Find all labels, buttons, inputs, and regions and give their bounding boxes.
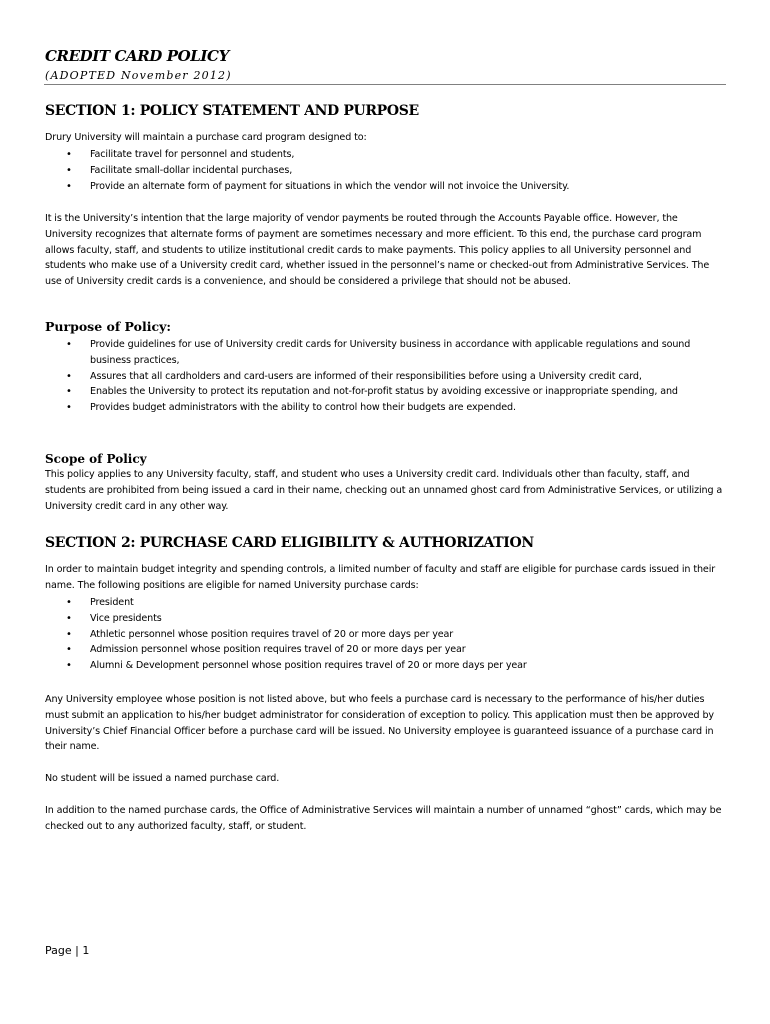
- page-number: Page | 1: [45, 944, 90, 957]
- list-item: • Provide an alternate form of payment for situations in which the vendor will not invoice the University.: [0, 179, 720, 195]
- document-subtitle: (ADOPTED November 2012): [45, 69, 232, 82]
- purpose-heading: Purpose of Policy:: [45, 319, 171, 334]
- purpose-bullet-list: [0, 337, 720, 416]
- list-item: • Facilitate travel for personnel and students,: [0, 147, 720, 163]
- list-item: • Vice presidents: [0, 611, 720, 627]
- list-item: • Enables the University to protect its reputation and not-for-profit status by avoiding excessive or inappropriate spending, and: [0, 384, 720, 400]
- list-item: • President: [0, 595, 720, 611]
- list-item: • Athletic personnel whose position requires travel of 20 or more days per year: [0, 627, 720, 643]
- scope-paragraph: This policy applies to any University faculty, staff, and student who uses a University credit card. Individuals other than faculty, staff, and students are prohibited from being issued a card in their name, checking out an unnamed ghost card from Administrative Services, or utilizing a University credit card in any other way.: [45, 469, 723, 512]
- section2-paragraph-exceptions: Any University employee whose position is not listed above, but who feels a purchase card is necessary to the performance of his/her duties must submit an application to his/her budget administrator for consideration of exception to policy. This application must then be approved by University’s Chief Financial Officer before a purchase card will be issued. No University employee is guaranteed issuance of a purchase card in their name.: [45, 694, 714, 753]
- list-item: • Provides budget administrators with the ability to control how their budgets are expended.: [0, 400, 720, 416]
- list-item: • Provide guidelines for use of University credit cards for University business in accordance with applicable regulations and sound business practices,: [0, 337, 720, 369]
- list-item: • Admission personnel whose position requires travel of 20 or more days per year: [0, 642, 720, 658]
- document-title: CREDIT CARD POLICY: [45, 47, 229, 65]
- list-item: • Assures that all cardholders and card-users are informed of their responsibilities before using a University credit card,: [0, 369, 720, 385]
- scope-heading: Scope of Policy: [45, 452, 147, 466]
- header-divider: [44, 84, 726, 85]
- section1-paragraph: It is the University’s intention that the large majority of vendor payments be routed through the Accounts Payable office. However, the University recognizes that alternate forms of payment are sometimes necessary and more efficient. To this end, the purchase card program allows faculty, staff, and students to utilize institutional credit cards to make payments. This policy applies to all University personnel and students who make use of a University credit card, whether issued in the personnel’s name or checked-out from Administrative Services. The use of University credit cards is a convenience, and should be considered a privilege that should not be abused.: [45, 213, 710, 288]
- section1-intro: Drury University will maintain a purchase card program designed to:: [45, 132, 367, 143]
- section2-heading: SECTION 2: PURCHASE CARD ELIGIBILITY & AUTHORIZATION: [45, 535, 534, 551]
- section1-heading: SECTION 1: POLICY STATEMENT AND PURPOSE: [45, 103, 419, 119]
- section2-bullet-list: [0, 595, 720, 674]
- section2-intro: In order to maintain budget integrity and spending controls, a limited number of faculty and staff are eligible for purchase cards issued in their name. The following positions are eligible for named University purchase cards:: [45, 564, 716, 591]
- section1-bullet-list: [0, 147, 720, 194]
- section2-paragraph-students: No student will be issued a named purchase card.: [45, 773, 280, 784]
- section2-paragraph-ghost-cards: In addition to the named purchase cards, the Office of Administrative Services will maintain a number of unnamed “ghost” cards, which may be checked out to any authorized faculty, staff, or student.: [45, 805, 722, 832]
- list-item: • Alumni & Development personnel whose position requires travel of 20 or more days per year: [0, 658, 720, 674]
- list-item: • Facilitate small-dollar incidental purchases,: [0, 163, 720, 179]
